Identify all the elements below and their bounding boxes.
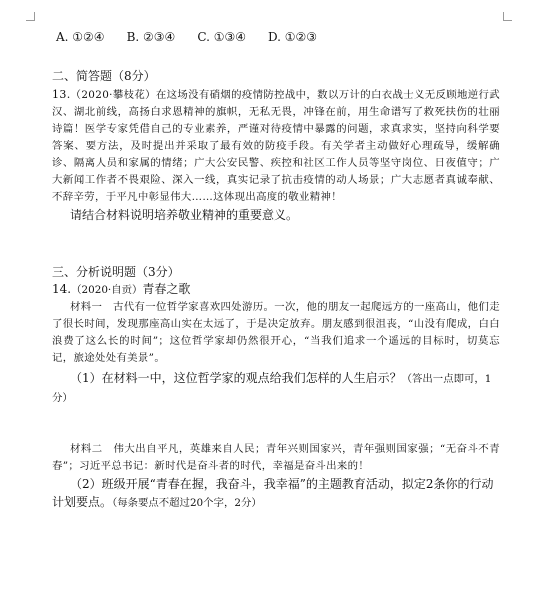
answer-options xyxy=(56,28,500,46)
question-13-number: 13. xyxy=(52,88,71,101)
question-13-text: 在这场没有硝烟的疫情防控战中，数以万计的白衣战士义无反顾地逆行武汉、湖北前线，高扬白求恩精神的旗帜，无私无畏，冲锋在前，用生命谱写了救死扶伤的壮丽诗篇！医学专家凭借自己的专业素养，严谨对待疫情中暴露的问题，求真求实，坚持向科学要答案、要方法，及时提出并采取了最有效的防疫手段。有关学者主动做好心理疏导，缓解确诊、隔离人员和家属的情绪；广大公安民警、疾控和社区工作人员等坚守岗位、日夜值守；广大新闻工作者不畏艰险、深入一线，真实记录了抗击疫情的动人场景；广大志愿者真诚奉献、不辞辛劳，于平凡中彰显伟大……这体现出高度的敬业精神！ xyxy=(52,89,501,203)
question-14-source: （2020·自贡） xyxy=(71,284,143,296)
question-13-source: （2020·攀枝花） xyxy=(70,89,156,101)
question-13-material xyxy=(52,86,500,206)
material-1: 材料一 古代有一位哲学家喜欢四处游历。一次，他的朋友一起爬远方的一座高山，他们走了很长时间，发现那座高山实在太远了，于是决定放弃。朋友感到很沮丧，“山没有爬成，白白浪费了这么长的时间”；这位哲学家却仍然很开心，“当我们追求一个遥远的目标时，切莫忘记，旅途处处有美景”。 xyxy=(52,301,500,364)
section-2-heading: 二、简答题（8分） xyxy=(52,69,156,83)
document-body xyxy=(52,28,500,512)
question-14-title: 青春之歌 xyxy=(142,282,191,296)
question-13-prompt: 请结合材料说明培养敬业精神的重要意义。 xyxy=(70,208,299,222)
material-2: 材料二 伟大出自平凡，英雄来自人民；青年兴则国家兴，青年强则国家强；“无奋斗不青春”；习近平总书记：新时代是奋斗者的时代，幸福是奋斗出来的！ xyxy=(52,443,500,472)
question-14-header xyxy=(52,280,500,299)
option-d: D. ①②③ xyxy=(267,30,318,44)
question-14-1 xyxy=(52,369,500,407)
option-a: A. ①②④ xyxy=(56,30,105,44)
question-14-2-label: （2）班级开展“青春在握，我奋斗，我幸福”的主题教育活动，拟定2条你的行动计划要点。 xyxy=(52,477,494,509)
question-14-1-note: （答出一点即可，1分） xyxy=(52,373,492,404)
question-14-1-label: （1）在材料一中，这位哲学家的观点给我们怎样的人生启示？ xyxy=(70,371,402,385)
section-3-heading: 三、分析说明题（3分） xyxy=(52,265,180,279)
option-c: C. ①③④ xyxy=(197,30,246,44)
question-14-2-note: （每条要点不超过20个字，2分） xyxy=(112,497,262,509)
page-corner-mark-top-left xyxy=(26,12,35,21)
option-b: B. ②③④ xyxy=(126,30,176,44)
page-corner-mark-top-right xyxy=(503,12,512,21)
question-14-2 xyxy=(52,475,500,512)
question-14-number: 14. xyxy=(52,282,72,296)
